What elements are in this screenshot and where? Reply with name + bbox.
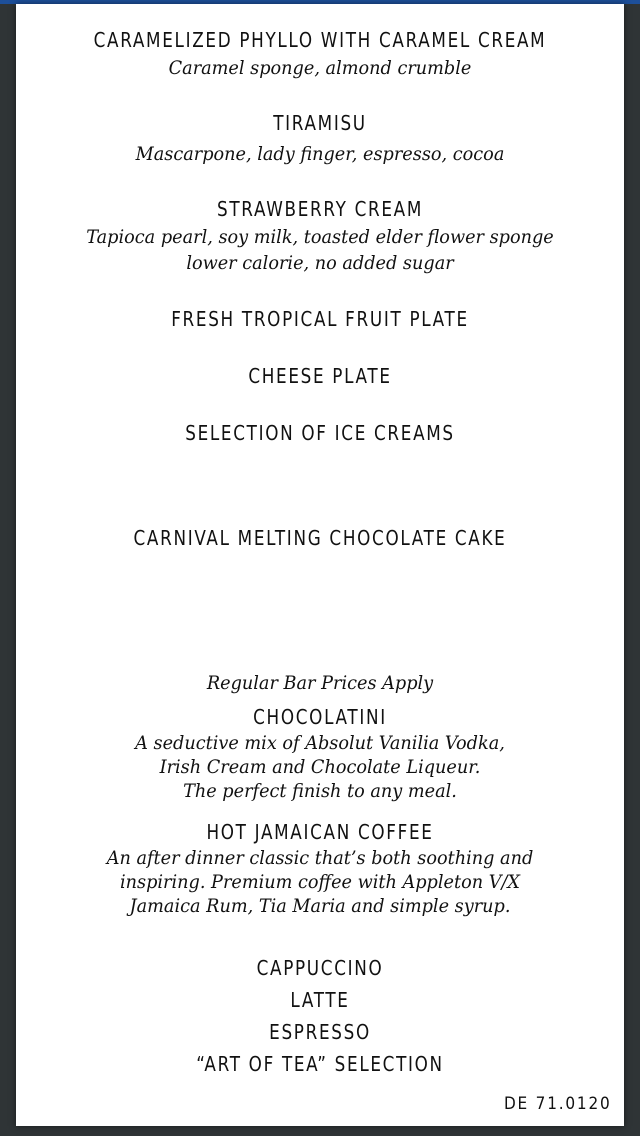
dessert-title: TIRAMISU [273,111,367,135]
coffee-item: “ART OF TEA” SELECTION [196,1052,444,1076]
drink-description: Irish Cream and Chocolate Liqueur. [159,756,481,778]
coffee-item: LATTE [290,988,350,1012]
dessert-title: CHEESE PLATE [248,364,392,388]
drink-description: An after dinner classic that’s both soothing and [106,847,534,869]
drink-description: The perfect finish to any meal. [183,780,457,802]
dessert-title: STRAWBERRY CREAM [216,197,424,221]
dessert-title: CARNIVAL MELTING CHOCOLATE CAKE [133,526,507,550]
drink-description: inspiring. Premium coffee with Appleton V/X [119,871,521,893]
menu-page[interactable] [16,4,624,1126]
drink-description: A seductive mix of Absolut Vanilia Vodka, [135,732,505,754]
bar-prices-note: Regular Bar Prices Apply [206,672,434,694]
dessert-description: lower calorie, no added sugar [186,252,454,274]
drink-title: HOT JAMAICAN COFFEE [206,820,434,844]
menu-code: DE 71.0120 [504,1094,612,1114]
dessert-description: Tapioca pearl, soy milk, toasted elder flower sponge [86,226,554,248]
dessert-description: Mascarpone, lady finger, espresso, cocoa [135,143,505,165]
coffee-item: CAPPUCCINO [256,956,384,980]
dessert-title: FRESH TROPICAL FRUIT PLATE [171,307,469,331]
drink-title: CHOCOLATINI [253,705,387,729]
coffee-item: ESPRESSO [269,1020,371,1044]
drink-description: Jamaica Rum, Tia Maria and simple syrup. [129,895,511,917]
dessert-title: CARAMELIZED PHYLLO WITH CARAMEL CREAM [93,28,547,52]
dessert-description: Caramel sponge, almond crumble [168,57,472,79]
dessert-title: SELECTION OF ICE CREAMS [185,421,455,445]
